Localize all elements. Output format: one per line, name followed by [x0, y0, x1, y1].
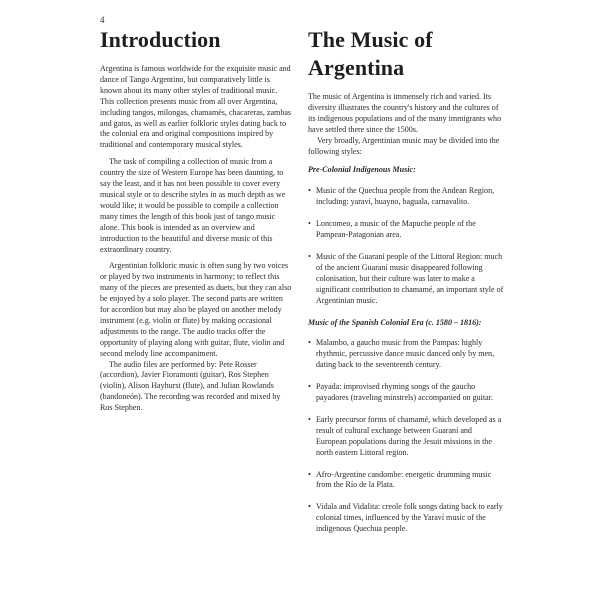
intro-paragraph: Argentina is famous worldwide for the exquisite music and dance of Tango Argentino, but comparatively little is known about its many other styles of traditional music. This collection presents music from all over Argentina, including tangos, milongas, chamamés, chacareras, zambas and gatos, as well as earlier folkloric styles dating back to the colonial era and original compositions inspired by traditional and contemporary musical styles.	[100, 64, 292, 150]
colonial-list	[308, 338, 504, 535]
list-item: • Afro-Argentine candombe: energetic drumming music from the Río de la Plata.	[308, 470, 504, 492]
pre-colonial-list	[308, 186, 504, 306]
list-item: • Vidala and Vidalita: creole folk songs dating back to early colonial times, influenced by the Yaraví music of the indigenous Quechua people.	[308, 502, 504, 535]
music-of-argentina-column	[308, 26, 504, 546]
section-heading-pre-colonial: Pre-Colonial Indigenous Music:	[308, 165, 416, 175]
intro-paragraph: Argentinian folkloric music is often sung by two voices or played by two instruments in harmony; to reflect this many of the pieces are presented as duets, but they can also be enjoyed by a solo player. The second parts are written for accordion but may also be played on another melody instrument (e.g. violin or flute) by making occasional adjustments to the range. The audio tracks offer the opportunity of playing along with guitar, flute, violin and second melody line accompaniment.	[100, 261, 292, 358]
music-of-argentina-title: The Music of Argentina	[308, 27, 433, 80]
list-item: • Malambo, a gaucho music from the Pampas: highly rhythmic, percussive dance music danced only by men, dating back to the seventeenth century.	[308, 338, 504, 371]
introduction-title: Introduction	[100, 27, 221, 52]
introduction-column	[100, 26, 292, 414]
intro-paragraph: The task of compiling a collection of music from a country the size of Western Europe has been daunting, to say the least, and it has not been possible to cover every musical style or to describe styles in as much depth as we would like; it would be possible to compile a collection many times the length of this book just of tango music alone. This book is intended as an overview and introduction to the beautiful and diverse music of this extraordinary country.	[100, 157, 286, 254]
page-number: 4	[100, 15, 105, 25]
music-paragraph: The music of Argentina is immensely rich and varied. Its diversity illustrates the country's history and the cultures of its indigenous populations and of the many immigrants who have settled there since the 1500s.	[308, 92, 502, 134]
intro-paragraph: The audio files are performed by: Pete Rosser (accordion), Javier Fioramonti (guitar), Ros Stephen (violin), Alison Hayhurst (flute), and Julian Rowlands (bandoneón). The recording was recorded and mixed by Ros Stephen.	[100, 359, 281, 413]
list-item: • Music of the Guaraní people of the Littoral Region: much of the ancient Guaraní music disappeared following colonisation, but their culture was later to make a significant contribution to chamamé, an important style of Argentinian music.	[308, 252, 504, 307]
section-heading-colonial: Music of the Spanish Colonial Era (c. 1580 – 1816):	[308, 317, 482, 327]
list-item: • Loncomeo, a music of the Mapuche people of the Pampean-Patagonian area.	[308, 219, 504, 241]
list-item: • Payada: improvised rhyming songs of the gaucho payadores (traveling minstrels) accompanied on guitar.	[308, 382, 504, 404]
list-item: • Music of the Quechua people from the Andean Region, including: yaraví, huayno, baguala, carnavalito.	[308, 186, 504, 208]
music-paragraph: Very broadly, Argentinian music may be divided into the following styles:	[308, 135, 500, 156]
list-item: • Early precursor forms of chamamé, which developed as a result of cultural exchange between Guaraní and European populations during the Jesuit missions in the north eastern Littoral region.	[308, 415, 504, 459]
